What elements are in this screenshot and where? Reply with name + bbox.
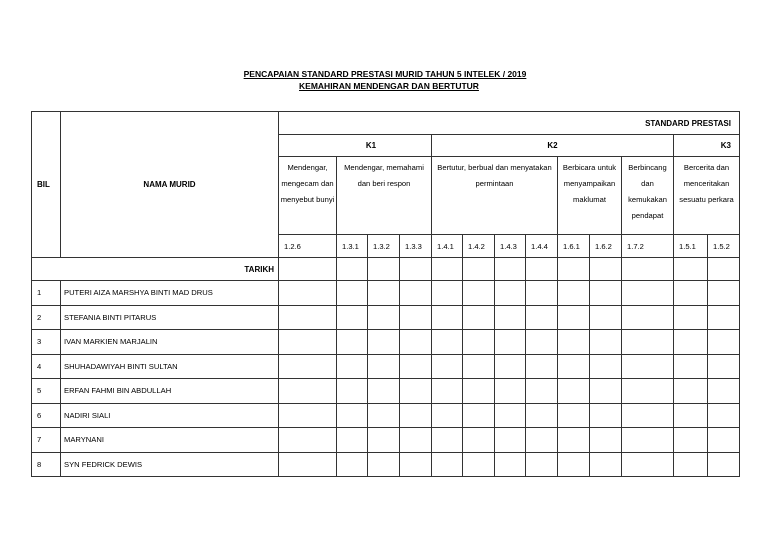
table-row: [32, 330, 740, 355]
student-name-cell: PUTERI AIZA MARSHYA BINTI MAD DRUS: [61, 281, 279, 306]
student-name-cell: NADIRI SIALI: [61, 403, 279, 428]
score-cell: [337, 428, 368, 453]
score-cell: [622, 428, 674, 453]
score-cell: [558, 281, 590, 306]
score-cell: [526, 403, 558, 428]
student-name-cell: STEFANIA BINTI PITARUS: [61, 305, 279, 330]
score-cell: [526, 428, 558, 453]
nama-murid-header: NAMA MURID: [61, 112, 279, 258]
score-cell: [590, 330, 622, 355]
score-cell: [622, 403, 674, 428]
code-cell: 1.5.2: [708, 235, 740, 258]
k2-header: K2: [432, 135, 674, 157]
standard-prestasi-header: STANDARD PRESTASI: [279, 112, 740, 135]
score-cell: [337, 354, 368, 379]
code-cell: 1.4.3: [495, 235, 526, 258]
score-cell: [495, 452, 526, 477]
score-cell: [674, 428, 708, 453]
score-cell: [674, 305, 708, 330]
bil-cell: 3: [32, 330, 61, 355]
score-cell: [368, 379, 400, 404]
score-cell: [674, 403, 708, 428]
code-cell: 1.7.2: [622, 235, 674, 258]
score-cell: [674, 330, 708, 355]
score-cell: [432, 305, 463, 330]
score-cell: [558, 305, 590, 330]
score-cell: [622, 305, 674, 330]
score-cell: [432, 330, 463, 355]
score-cell: [590, 379, 622, 404]
score-cell: [400, 281, 432, 306]
tarikh-cell: [708, 258, 740, 281]
score-cell: [622, 281, 674, 306]
score-cell: [590, 354, 622, 379]
score-cell: [279, 281, 337, 306]
score-cell: [558, 428, 590, 453]
score-cell: [337, 305, 368, 330]
score-cell: [279, 330, 337, 355]
score-cell: [463, 281, 495, 306]
score-cell: [674, 281, 708, 306]
tarikh-cell: [279, 258, 337, 281]
student-name-cell: IVAN MARKIEN MARJALIN: [61, 330, 279, 355]
table-row: [32, 452, 740, 477]
tarikh-cell: [526, 258, 558, 281]
score-cell: [463, 379, 495, 404]
score-cell: [558, 330, 590, 355]
score-cell: [279, 354, 337, 379]
score-cell: [495, 330, 526, 355]
tarikh-cell: [590, 258, 622, 281]
descriptor-6: Bercerita dan menceritakan sesuatu perkara: [674, 157, 740, 235]
score-cell: [674, 354, 708, 379]
bil-cell: 1: [32, 281, 61, 306]
score-cell: [495, 379, 526, 404]
student-name-cell: MARYNANI: [61, 428, 279, 453]
score-cell: [337, 379, 368, 404]
bil-cell: 6: [32, 403, 61, 428]
score-cell: [622, 354, 674, 379]
bil-cell: 4: [32, 354, 61, 379]
score-cell: [708, 354, 740, 379]
table-row: [32, 403, 740, 428]
score-cell: [463, 452, 495, 477]
score-cell: [708, 403, 740, 428]
score-cell: [526, 330, 558, 355]
score-cell: [622, 452, 674, 477]
code-cell: 1.3.1: [337, 235, 368, 258]
descriptor-2: Mendengar, memahami dan beri respon: [337, 157, 432, 235]
score-cell: [432, 403, 463, 428]
score-cell: [463, 428, 495, 453]
score-cell: [463, 354, 495, 379]
score-cell: [526, 452, 558, 477]
score-cell: [432, 354, 463, 379]
score-cell: [708, 330, 740, 355]
score-cell: [590, 428, 622, 453]
bil-header: BIL: [32, 112, 61, 258]
bil-cell: 7: [32, 428, 61, 453]
tarikh-cell: [368, 258, 400, 281]
student-name-cell: SYN FEDRICK DEWIS: [61, 452, 279, 477]
descriptor-4: Berbicara untuk menyampaikan maklumat: [558, 157, 622, 235]
score-cell: [279, 452, 337, 477]
tarikh-cell: [674, 258, 708, 281]
score-cell: [590, 305, 622, 330]
table-row: [32, 305, 740, 330]
score-cell: [432, 281, 463, 306]
tarikh-cell: [337, 258, 368, 281]
score-cell: [368, 330, 400, 355]
tarikh-cell: [432, 258, 463, 281]
k1-header: K1: [279, 135, 432, 157]
score-cell: [432, 379, 463, 404]
student-rows: [32, 281, 740, 477]
code-cell: 1.3.2: [368, 235, 400, 258]
descriptor-1: Mendengar, mengecam dan menyebut bunyi: [279, 157, 337, 235]
score-cell: [368, 428, 400, 453]
code-cell: 1.4.4: [526, 235, 558, 258]
score-cell: [337, 281, 368, 306]
score-cell: [432, 428, 463, 453]
score-cell: [526, 281, 558, 306]
score-cell: [400, 305, 432, 330]
score-cell: [526, 379, 558, 404]
score-cell: [622, 379, 674, 404]
score-cell: [368, 403, 400, 428]
descriptor-5: Berbincang dan kemukakan pendapat: [622, 157, 674, 235]
score-cell: [400, 330, 432, 355]
report-title: PENCAPAIAN STANDARD PRESTASI MURID TAHUN 5 INTELEK / 2019: [243, 69, 527, 79]
score-cell: [337, 452, 368, 477]
score-cell: [590, 452, 622, 477]
score-cell: [495, 354, 526, 379]
score-cell: [526, 305, 558, 330]
student-name-cell: SHUHADAWIYAH BINTI SULTAN: [61, 354, 279, 379]
bil-cell: 8: [32, 452, 61, 477]
score-cell: [495, 403, 526, 428]
score-cell: [463, 403, 495, 428]
code-cell: 1.4.1: [432, 235, 463, 258]
tarikh-cell: [558, 258, 590, 281]
tarikh-cell: [463, 258, 495, 281]
table-row: [32, 428, 740, 453]
score-cell: [708, 428, 740, 453]
score-cell: [463, 330, 495, 355]
tarikh-cell: [495, 258, 526, 281]
score-cell: [526, 354, 558, 379]
score-cell: [368, 281, 400, 306]
score-cell: [558, 403, 590, 428]
score-cell: [708, 281, 740, 306]
score-cell: [279, 379, 337, 404]
descriptor-3: Bertutur, berbual dan menyatakan permintaan: [432, 157, 558, 235]
score-cell: [279, 403, 337, 428]
score-cell: [590, 281, 622, 306]
table-row: [32, 379, 740, 404]
report-subtitle: KEMAHIRAN MENDENGAR DAN BERTUTUR: [299, 81, 479, 91]
score-cell: [368, 305, 400, 330]
table-row: [32, 281, 740, 306]
score-cell: [495, 428, 526, 453]
bil-cell: 2: [32, 305, 61, 330]
k3-header: K3: [674, 135, 740, 157]
score-cell: [400, 379, 432, 404]
score-cell: [708, 379, 740, 404]
score-cell: [674, 379, 708, 404]
score-cell: [590, 403, 622, 428]
score-cell: [432, 452, 463, 477]
score-cell: [558, 354, 590, 379]
score-cell: [495, 305, 526, 330]
tarikh-cell: [400, 258, 432, 281]
score-cell: [279, 428, 337, 453]
page-title: [0, 68, 768, 92]
score-cell: [622, 330, 674, 355]
score-cell: [558, 379, 590, 404]
code-cell: 1.2.6: [279, 235, 337, 258]
score-cell: [279, 305, 337, 330]
student-name-cell: ERFAN FAHMI BIN ABDULLAH: [61, 379, 279, 404]
code-cell: 1.4.2: [463, 235, 495, 258]
code-cell: 1.5.1: [674, 235, 708, 258]
score-cell: [495, 281, 526, 306]
code-cell: 1.3.3: [400, 235, 432, 258]
score-cell: [368, 452, 400, 477]
bil-cell: 5: [32, 379, 61, 404]
score-cell: [400, 354, 432, 379]
score-cell: [674, 452, 708, 477]
score-cell: [400, 452, 432, 477]
score-cell: [558, 452, 590, 477]
code-cell: 1.6.1: [558, 235, 590, 258]
score-cell: [400, 403, 432, 428]
assessment-table: [31, 111, 740, 477]
score-cell: [337, 330, 368, 355]
score-cell: [708, 452, 740, 477]
table-row: [32, 354, 740, 379]
tarikh-cell: [622, 258, 674, 281]
score-cell: [400, 428, 432, 453]
score-cell: [368, 354, 400, 379]
score-cell: [463, 305, 495, 330]
code-cell: 1.6.2: [590, 235, 622, 258]
tarikh-label: TARIKH: [32, 258, 279, 281]
score-cell: [708, 305, 740, 330]
score-cell: [337, 403, 368, 428]
